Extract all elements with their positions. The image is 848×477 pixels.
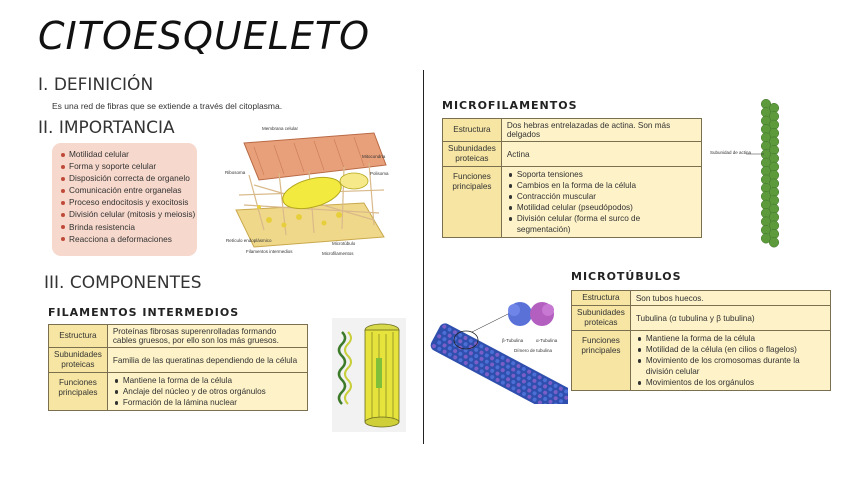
function-item: División celular (forma el surco de segmentación)	[507, 213, 696, 235]
actin-filament-illustration	[708, 98, 833, 248]
table-row	[443, 167, 702, 238]
function-item: Motilidad celular (pseudópodos)	[507, 202, 696, 213]
function-item: Movimientos de los orgánulos	[636, 377, 825, 388]
beta-tubulin-label: β-Tubulina	[502, 338, 524, 343]
function-item: Mantiene la forma de la célula	[636, 333, 825, 344]
microfilaments-heading: MICROFILAMENTOS	[442, 99, 578, 112]
microtubules-heading: MICROTÚBULOS	[571, 270, 682, 283]
importance-item: División celular (mitosis y meiosis)	[58, 208, 191, 220]
structure-label: Estructura	[443, 119, 502, 142]
subunits-label: Subunidades proteicas	[443, 142, 502, 167]
importance-item: Comunicación entre organelas	[58, 184, 191, 196]
functions-label: Funciones principales	[443, 167, 502, 238]
function-item: Anclaje del núcleo y de otros orgánulos	[113, 386, 302, 397]
functions-label: Funciones principales	[49, 373, 108, 411]
subunits-label: Subunidades proteicas	[49, 348, 108, 373]
functions-label: Funciones principales	[572, 331, 631, 391]
function-item: Motilidad de la célula (en cilios o flagelos)	[636, 344, 825, 355]
microtubules-table	[571, 290, 831, 391]
functions-cell	[107, 373, 307, 411]
subunits-value: Actina	[501, 142, 701, 167]
subunits-label: Subunidades proteicas	[572, 306, 631, 331]
table-row	[572, 306, 831, 331]
function-item: Cambios en la forma de la célula	[507, 180, 696, 191]
intermediate-filaments-table	[48, 324, 308, 411]
importance-item: Proceso endocitosis y exocitosis	[58, 196, 191, 208]
intermediate-filaments-heading: FILAMENTOS INTERMEDIOS	[48, 306, 240, 319]
importance-heading: II. IMPORTANCIA	[38, 118, 175, 138]
definition-text: Es una red de fibras que se extiende a través del citoplasma.	[52, 101, 283, 111]
function-item: Mantiene la forma de la célula	[113, 375, 302, 386]
importance-item: Forma y soporte celular	[58, 160, 191, 172]
actin-subunit-label: Subunidad de actina	[710, 150, 752, 155]
label-filamentos: Filamentos intermedios	[246, 249, 293, 254]
table-row	[572, 331, 831, 391]
label-microtubulo: Microtúbulo	[332, 241, 356, 246]
table-row	[49, 373, 308, 411]
table-row	[443, 119, 702, 142]
microtubule-illustration	[428, 292, 568, 404]
function-item: Contracción muscular	[507, 191, 696, 202]
table-row	[49, 325, 308, 348]
label-ribosoma: Ribosoma	[225, 170, 246, 175]
structure-label: Estructura	[49, 325, 108, 348]
subunits-value: Familia de las queratinas dependiendo de la célula	[107, 348, 307, 373]
tubulin-dimer-label: Dímero de tubulina	[514, 348, 553, 353]
importance-box	[52, 143, 197, 256]
actin-bead	[769, 238, 779, 248]
column-divider	[423, 70, 424, 444]
importance-item: Motilidad celular	[58, 148, 191, 160]
label-membrana: Membrana celular	[262, 126, 299, 131]
structure-value: Dos hebras entrelazadas de actina. Son más delgados	[501, 119, 701, 142]
functions-cell	[630, 331, 830, 391]
definition-heading: I. DEFINICIÓN	[38, 75, 154, 95]
function-item: Movimiento de los cromosomas durante la división celular	[636, 355, 825, 377]
cytoskeleton-illustration	[224, 125, 394, 258]
microfilaments-table	[442, 118, 702, 238]
label-microfilamentos: Microfilamentos	[322, 251, 354, 256]
importance-list	[58, 148, 196, 245]
label-mitocondria: Mitocondria	[362, 154, 386, 159]
function-item: Formación de la lámina nuclear	[113, 397, 302, 408]
table-row	[49, 348, 308, 373]
functions-cell	[501, 167, 701, 238]
importance-item: Reacciona a deformaciones	[58, 233, 191, 245]
subunits-value: Tubulina (α tubulina y β tubulina)	[630, 306, 830, 331]
components-heading: III. COMPONENTES	[44, 273, 202, 293]
importance-item: Brinda resistencia	[58, 221, 191, 233]
page-title: CITOESQUELETO	[38, 14, 371, 58]
structure-value: Son tubos huecos.	[630, 291, 830, 306]
structure-value: Proteínas fibrosas superenrolladas formando cables gruesos, por ello son los más gruesos.	[107, 325, 307, 348]
intermediate-filament-illustration	[332, 318, 406, 432]
table-row	[443, 142, 702, 167]
structure-label: Estructura	[572, 291, 631, 306]
function-item: Soporta tensiones	[507, 169, 696, 180]
alpha-tubulin-label: α-Tubulina	[536, 338, 558, 343]
label-polisoma: Polisoma	[370, 171, 389, 176]
label-reticulo: Retículo endoplásmico	[226, 238, 272, 243]
actin-beads	[761, 99, 779, 247]
importance-item: Disposición correcta de organelo	[58, 172, 191, 184]
table-row	[572, 291, 831, 306]
